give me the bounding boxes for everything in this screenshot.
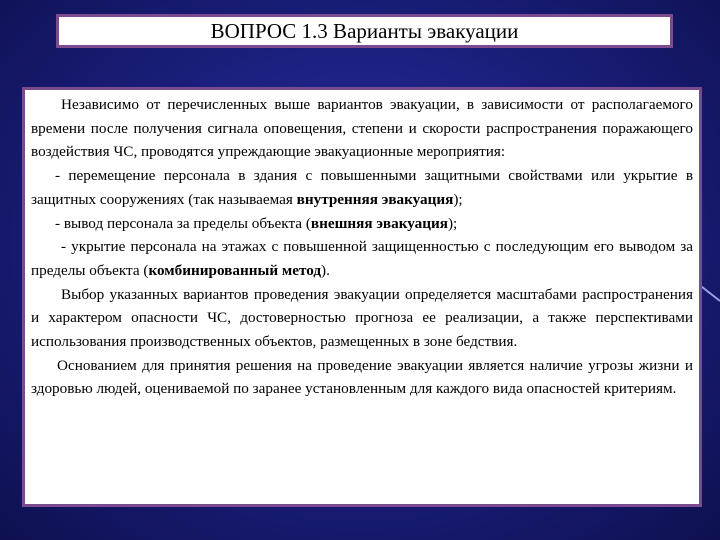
bold-term-combined: комбинированный метод: [148, 261, 322, 279]
paragraph-choice: Выбор указанных вариантов проведения эвакуации определяется масштабами распространения и характером опасности ЧС, достоверностью прогноза ее реализации, а также перспективами использования производственных объектов, размещенных в зоне бедствия.: [31, 285, 693, 351]
paragraph-combined-method: [31, 235, 693, 282]
content-box: [22, 87, 702, 507]
text-segment: - вывод персонала за пределы объекта (: [55, 214, 311, 232]
title-box: [56, 14, 673, 48]
paragraph-intro: Независимо от перечисленных выше вариантов эвакуации, в зависимости от располагаемого времени после получения сигнала оповещения, степени и скорости распространения поражающего воздействия ЧС, проводятся упреждающие эвакуационные мероприятия:: [31, 96, 693, 161]
text-segment: - укрытие персонала на этажах с повышенной защищенностью с последующим его выводом за пределы объекта (: [31, 238, 693, 279]
text-segment: );: [447, 214, 458, 232]
bold-term-internal: внутренняя эвакуация: [296, 190, 454, 208]
page-title: ВОПРОС 1.3 Варианты эвакуации: [210, 18, 519, 43]
paragraph-internal-evacuation: [31, 164, 693, 211]
bold-term-external: внешняя эвакуация: [310, 214, 448, 232]
decorative-line: [699, 284, 720, 302]
text-segment: ).: [321, 261, 330, 279]
paragraph-external-evacuation: [31, 212, 693, 236]
text-segment: );: [453, 190, 463, 208]
paragraph-basis: Основанием для принятия решения на проведение эвакуации является наличие угрозы жизни и здоровью людей, оцениваемой по заранее установленным для каждого вида опасностей критериям.: [31, 356, 693, 398]
text-segment: - перемещение персонала в здания с повышенными защитными свойствами или укрытие в защитных сооружениях (так называемая: [31, 167, 693, 208]
